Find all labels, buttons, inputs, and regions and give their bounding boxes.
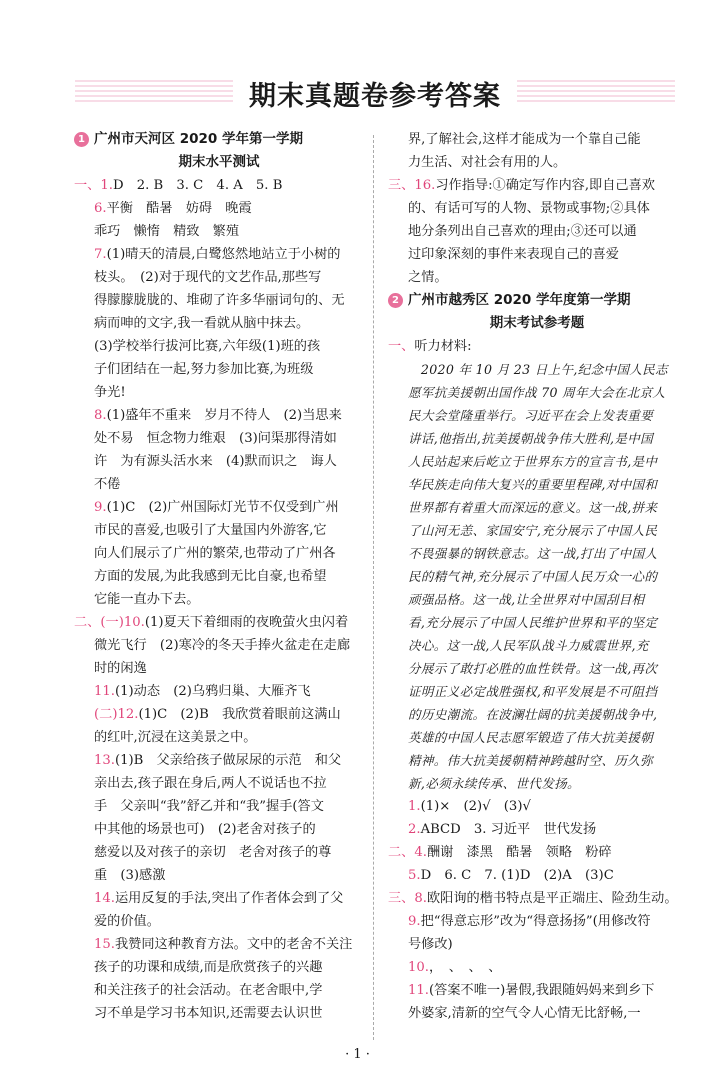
answer-text: 微光飞行 (2)寒冷的冬天手捧火盆走在走廊 [94,638,351,653]
answer-text: 方面的发展,为此我感到无比自豪,也希望 [94,569,327,584]
answer-line [388,887,686,910]
answer-text: 证明正义必定战胜强权,和平发展是不可阻挡 [408,684,658,699]
answer-text: 我赞同这种教育方法。文中的老舍不关注 [114,937,353,952]
section-heading [388,289,686,312]
answer-text: 乖巧 懒惰 精致 繁殖 [94,224,240,239]
answer-text: D 6. C 7. (1)D (2)A (3)C [420,868,614,883]
answer-line [388,128,686,151]
answer-text: 中其他的场景也可) (2)老舍对孩子的 [94,822,316,837]
answer-line [388,726,686,749]
answer-line [388,611,686,634]
answer-line [388,220,686,243]
question-number: 6. [94,201,107,216]
question-number: 1. [408,799,421,814]
answer-text: 的红叶,沉浸在这美景之中。 [94,730,257,745]
answer-line [388,956,686,979]
answer-text: 许 为有源头活水来 (4)默而识之 诲人 [94,454,337,469]
answer-line [74,841,364,864]
title-banner [75,72,675,110]
part-marker: 二、 [74,615,101,630]
answer-text: 习不单是学习书本知识,还需要去认识世 [94,1006,323,1021]
question-number: 7. [94,247,107,262]
question-number: 9. [94,500,107,515]
answer-line [388,381,686,404]
answer-line [74,266,364,289]
answer-text: 外婆家,清新的空气令人心情无比舒畅,一 [408,1006,641,1021]
answer-line [388,151,686,174]
answer-text: ABCD 3. 习近平 世代发扬 [420,822,597,837]
answer-line [74,887,364,910]
answer-line [74,588,364,611]
answer-text: ， 、 、 、 [428,960,502,975]
answer-text: (答案不唯一)暑假,我跟随妈妈来到乡下 [428,983,655,998]
answer-line [74,542,364,565]
answer-line [388,588,686,611]
answer-line [388,1002,686,1025]
answer-line [74,220,364,243]
answer-text: 不畏强暴的钢铁意志。这一战,打出了中国人 [408,546,658,561]
answer-line [388,979,686,1002]
question-number: 4. [414,845,427,860]
answer-line [74,565,364,588]
answer-text: 重 (3)感激 [94,868,166,883]
answer-text: 分展示了敢打必胜的血性铁骨。这一战,再次 [408,661,658,676]
question-number: 8. [94,408,107,423]
answer-line [388,703,686,726]
answer-line [388,772,686,795]
answer-text: 顽强品格。这一战,让全世界对中国刮目相 [408,592,645,607]
answer-line [388,473,686,496]
answer-text: 的、有话可写的人物、景物或事物;②具体 [408,201,650,216]
answer-line [74,519,364,542]
answer-text: 新,必须永续传承、世代发扬。 [408,776,580,791]
section-heading [74,128,364,151]
answer-line [388,496,686,519]
answer-text: 力生活、对社会有用的人。 [408,155,567,170]
answer-text: 孩子的功课和成绩,而是欣赏孩子的兴趣 [94,960,323,975]
answer-text: 亲出去,孩子跟在身后,两人不说话也不拉 [94,776,327,791]
answer-text: 和关注孩子的社会活动。在老舍眼中,学 [94,983,323,998]
answer-text: 听力材料: [414,339,472,354]
answer-line [74,335,364,358]
answer-text: 决心。这一战,人民军队战斗力威震世界,充 [408,638,649,653]
part-marker: 一、 [388,339,415,354]
answer-line [74,197,364,220]
answer-line [74,703,364,726]
answer-text: 看,充分展示了中国人民维护世界和平的坚定 [408,615,658,630]
answer-text: 世界都有着重大而深远的意义。这一战,拼来 [408,500,658,515]
answer-text: 人民站起来后屹立于世界东方的宣言书,是中 [408,454,658,469]
answer-text: (1)C (2)B 我欣赏着眼前这满山 [138,707,341,722]
answer-text: (3)学校举行拔河比赛,六年级(1)班的孩 [94,339,321,354]
question-number: 14. [94,891,115,906]
answer-line [74,243,364,266]
answer-text: 运用反复的手法,突出了作者体会到了父 [114,891,344,906]
answer-line [74,450,364,473]
answer-text: 爱的价值。 [94,914,160,929]
question-number: 13. [94,753,115,768]
answer-line [74,381,364,404]
answer-text: (1)B 父亲给孩子做尿尿的示范 和父 [114,753,342,768]
answer-text: (1)夏天下着细雨的夜晚萤火虫闪着 [144,615,349,630]
answer-text: 把“得意忘形”改为“得意扬扬”(用修改符 [420,914,651,929]
answer-text: 平衡 酷暑 妨碍 晚霞 [106,201,252,216]
answer-line [74,1002,364,1025]
answer-text: 2020 年 10 月 23 日上午,纪念中国人民志 [408,362,668,377]
answer-line [388,542,686,565]
answer-line [388,565,686,588]
answer-text: 争光! [94,385,126,400]
answer-text: 过印象深刻的事件来表现自己的喜爱 [408,247,619,262]
question-number: 16. [414,178,436,193]
answer-line [74,726,364,749]
question-number: 2. [408,822,421,837]
answer-line [388,450,686,473]
section-number-badge: 2 [388,293,403,308]
question-number: 8. [414,891,427,906]
answer-line [74,289,364,312]
answer-text: 习作指导:①确定写作内容,即自己喜欢 [435,178,655,193]
answer-text: 不倦 [94,477,121,492]
answer-line [388,358,686,381]
answer-line [388,795,686,818]
part-marker: 二、 [388,845,415,860]
answer-line [388,634,686,657]
question-number: 11. [408,983,429,998]
answer-line [388,657,686,680]
answer-line [74,933,364,956]
question-number: 1. [100,178,113,193]
answer-text: 民大会堂隆重举行。习近平在会上发表重要 [408,408,653,423]
answer-text: (1)C (2)广州国际灯光节不仅受到广州 [106,500,339,515]
answer-line [74,174,364,197]
answer-line [74,496,364,519]
answer-line [388,841,686,864]
page-title: 期末真题卷参考答案 [233,74,517,113]
answer-line [74,634,364,657]
question-number: (二)12. [94,707,139,722]
section-heading [388,312,686,335]
answer-text: 病而呻的文字,我一看就从脑中抹去。 [94,316,310,331]
answer-line [74,404,364,427]
answer-text: 慈爱以及对孩子的亲切 老舍对孩子的尊 [94,845,332,860]
answer-line [74,473,364,496]
answer-line [388,335,686,358]
section-heading [74,151,364,174]
question-number: (一)10. [100,615,145,630]
answer-line [388,404,686,427]
answer-text: 处不易 恒念物力维艰 (3)问渠那得清如 [94,431,337,446]
answer-text: 它能一直办下去。 [94,592,200,607]
part-marker: 三、 [388,891,415,906]
section-number-badge: 1 [74,132,89,147]
answer-text: 时的闲逸 [94,661,147,676]
part-marker: 三、 [388,178,415,193]
answer-text: 华民族走向伟大复兴的重要里程碑,对中国和 [408,477,658,492]
answer-line [74,427,364,450]
answer-text: 向人们展示了广州的繁荣,也带动了广州各 [94,546,336,561]
answer-line [388,910,686,933]
part-marker: 一、 [74,178,101,193]
answer-line [388,749,686,772]
answer-text: 得朦朦胧胧的、堆砌了许多华丽词句的、无 [94,293,345,308]
answer-line [388,427,686,450]
answer-line [74,772,364,795]
answer-line [74,657,364,680]
answer-text: 欧阳询的楷书特点是平正端庄、险劲生动。 [426,891,678,906]
column-divider [373,135,374,1040]
left-column [74,128,364,1025]
answer-line [388,680,686,703]
answer-line [74,979,364,1002]
answer-text: 愿军抗美援朝出国作战 70 周年大会在北京人 [408,385,666,400]
answer-text: 界,了解社会,这样才能成为一个靠自己能 [408,132,641,147]
answer-line [388,266,686,289]
answer-text: 手 父亲叫“我”舒乙并和“我”握手(答文 [94,799,324,814]
answer-line [388,818,686,841]
answer-line [388,933,686,956]
answer-text: 广州市天河区 2020 学年第一学期 [94,131,303,147]
answer-text: (1)晴天的清晨,白鹭悠然地站立于小树的 [106,247,341,262]
answer-text: 精神。伟大抗美援朝精神跨越时空、历久弥 [408,753,653,768]
answer-text: 之情。 [408,270,448,285]
question-number: 11. [94,684,115,699]
answer-text: D 2. B 3. C 4. A 5. B [112,178,283,193]
answer-text: 地分条列出自己喜欢的理由;③还可以通 [408,224,637,239]
answer-text: 英雄的中国人民志愿军锻造了伟大抗美援朝 [408,730,653,745]
answer-text: 的历史潮流。在波澜壮阔的抗美援朝战争中, [408,707,658,722]
answer-text: 期末水平测试 [178,154,260,170]
page-number: · 1 · [345,1047,370,1062]
answer-text: 子们团结在一起,努力参加比赛,为班级 [94,362,314,377]
answer-line [74,749,364,772]
answer-line [74,910,364,933]
answer-text: (1)盛年不重来 岁月不待人 (2)当思来 [106,408,342,423]
answer-text: (1)动态 (2)乌鸦归巢、大雁齐飞 [114,684,311,699]
answer-text: 民的精气神,充分展示了中国人民万众一心的 [408,569,658,584]
question-number: 9. [408,914,421,929]
answer-line [388,864,686,887]
question-number: 15. [94,937,115,952]
answer-line [74,956,364,979]
answer-line [74,864,364,887]
answer-line [74,358,364,381]
answer-line [74,312,364,335]
answer-text: 酬谢 漆黑 酷暑 领略 粉碎 [426,845,612,860]
answer-line [388,197,686,220]
answer-line [388,243,686,266]
answer-text: 枝头。 (2)对于现代的文艺作品,那些写 [94,270,322,285]
question-number: 10. [408,960,429,975]
answer-line [74,818,364,841]
answer-text: 期末考试参考题 [489,315,585,331]
answer-text: 号修改) [408,937,453,952]
answer-text: 了山河无恙、家国安宁,充分展示了中国人民 [408,523,658,538]
answer-line [388,519,686,542]
answer-text: (1)× (2)√ (3)√ [420,799,531,814]
answer-text: 广州市越秀区 2020 学年度第一学期 [408,292,631,308]
right-column [388,128,686,1025]
answer-text: 市民的喜爱,也吸引了大量国内外游客,它 [94,523,327,538]
question-number: 5. [408,868,421,883]
answer-line [74,680,364,703]
answer-line [74,795,364,818]
answer-line [74,611,364,634]
answer-text: 讲话,他指出,抗美援朝战争伟大胜利,是中国 [408,431,653,446]
answer-line [388,174,686,197]
